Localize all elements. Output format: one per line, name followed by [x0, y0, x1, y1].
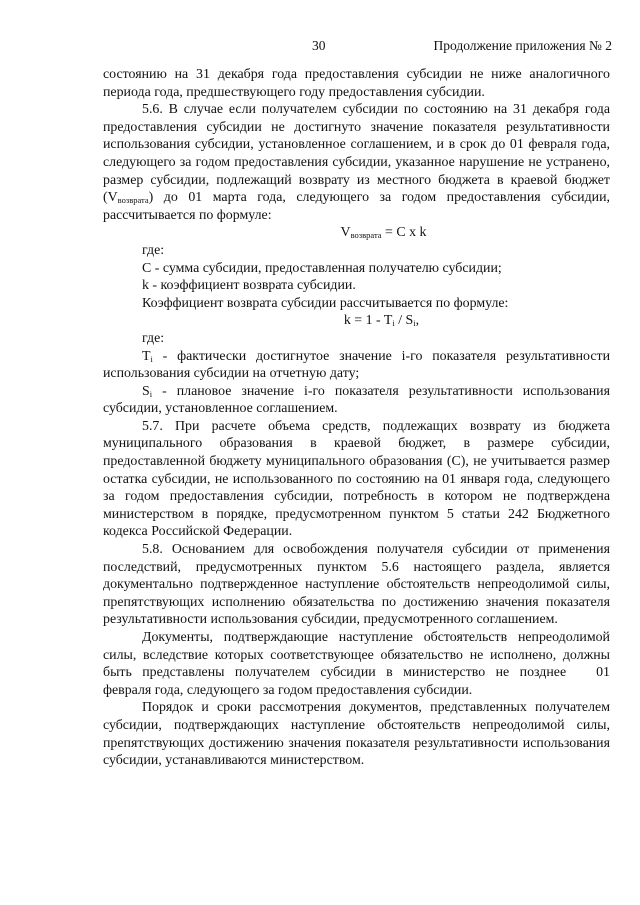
definition-k: k - коэффициент возврата субсидии. [142, 278, 356, 294]
paragraph-continuation: состоянию на 31 декабря года предоставления субсидии не ниже аналогичного периода года, предшествующего году предоставления субсидии. [103, 67, 610, 100]
coefficient-intro: Коэффициент возврата субсидии рассчитывается по формуле: [142, 295, 509, 311]
page-header [0, 38, 640, 58]
paragraph-procedure: Порядок и сроки рассмотрения документов, представленных получателем субсидии, подтверждающих наступление обстоятельств непреодолимой силы, препятствующих достижению значения показателя результативности использования субсидии, устанавливаются министерством. [103, 700, 610, 769]
paragraph-5-6: 5.6. В случае если получателем субсидии по состоянию на 31 декабря года предоставления субсидии не достигнуто значение показателя результативности использования субсидии, установленное соглашением, и в срок до 01 февраля года, следующего за годом предоставления субсидии, указанное нарушение не устранено, размер субсидии, подлежащий возврату из местного бюджета в краевой бюджет $(V_{возврата})$ до 01 марта года, следующего за годом предоставления субсидии, рассчитывается по формуле: [103, 102, 610, 223]
where-label: где: [142, 242, 165, 258]
where-label-2: где: [142, 330, 165, 346]
formula-coefficient: $k = 1 - T_i / S_i$, [343, 313, 420, 329]
definition-t: $T_i$ - фактически достигнутое значение i-го показателя результативности использования субсидии на отчетную дату; [103, 348, 610, 382]
paragraph-5-8: 5.8. Основанием для освобождения получателя субсидии от применения последствий, предусмотренных пунктом 5.6 настоящего раздела, является документально подтвержденное наступление обстоятельств непреодолимой силы, препятствующих исполнению обязательства по достижению значения показателя результативности использования субсидии, предусмотренного соглашением. [103, 542, 610, 628]
definition-s: $S_i$ - плановое значение i-го показателя результативности использования субсидии, установленное соглашением. [103, 383, 610, 417]
paragraph-5-7: 5.7. При расчете объема средств, подлежащих возврату из бюджета муниципального образования в краевой бюджет, в размере субсидии, предоставленной бюджету муниципального образования (С), не учитывается размер остатка субсидии, не использованного по состоянию на 01 января года, следующего за годом предоставления субсидии, потребность в котором не подтверждена министерством в порядке, предусмотренном пунктом 5 статьи 242 Бюджетного кодекса Российской Федерации. [103, 418, 610, 540]
document-body [103, 66, 610, 770]
appendix-continuation-label: Продолжение приложения № 2 [433, 38, 612, 53]
formula-refund: $V_{возврата} = C$ x k [340, 225, 427, 241]
paragraph-documents: Документы, подтверждающие наступление обстоятельств непреодолимой силы, вследствие которых соответствующее обязательство не исполнено, должны быть представлены получателем субсидии в министерство не позднее 01 февраля года, следующего за годом предоставления субсидии. [103, 630, 610, 698]
page-number: 30 [312, 38, 326, 53]
definition-c: С - сумма субсидии, предоставленная получателю субсидии; [142, 260, 502, 276]
